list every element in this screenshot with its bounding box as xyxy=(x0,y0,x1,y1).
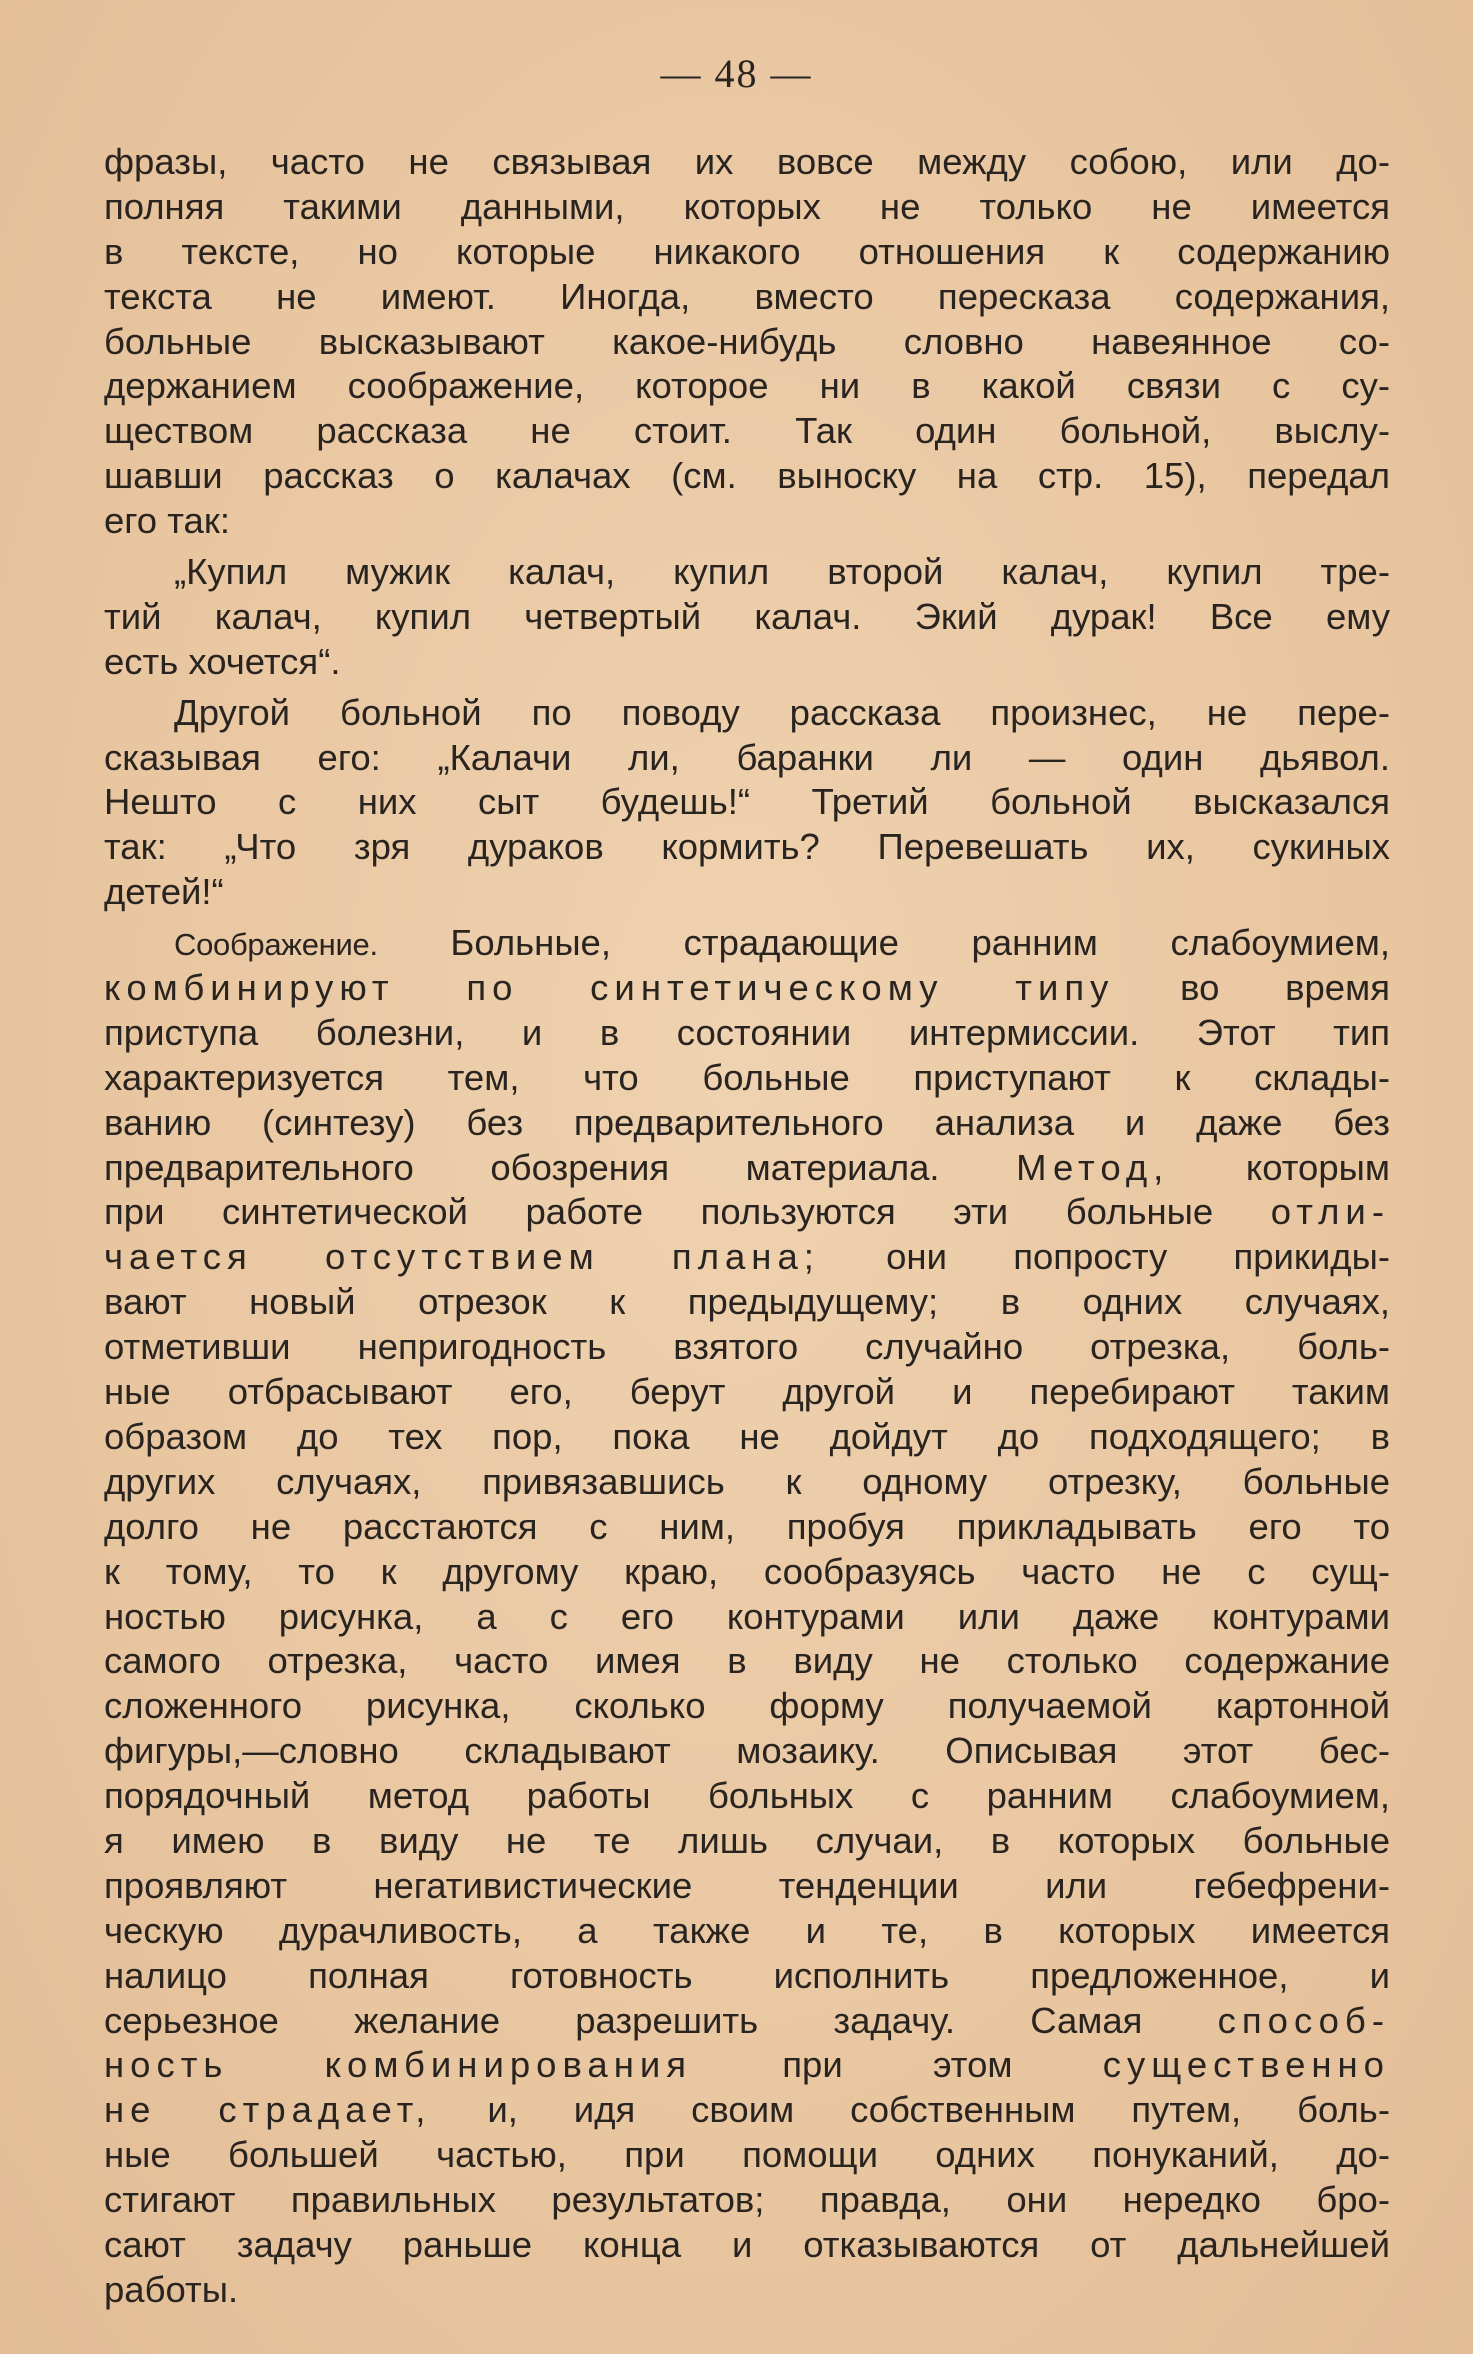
text-line xyxy=(104,1190,1390,1235)
text-line: ванию (синтезу) без предварительного анализа и даже без xyxy=(104,1101,1390,1143)
text-line: стигают правильных результатов; правда, они нередко бро- xyxy=(104,2179,1390,2221)
text-span: они попросту прикиды- xyxy=(886,1236,1390,1278)
text-line xyxy=(104,921,1390,966)
text-line: детей!“ xyxy=(104,871,224,913)
text-line: Нешто с них сыт будешь!“ Третий больной высказался xyxy=(104,781,1390,823)
text-line: вают новый отрезок к предыдущему; в одних случаях, xyxy=(104,1281,1390,1323)
text-line: ществом рассказа не стоит. Так один больной, выслу- xyxy=(104,410,1390,452)
text-span: при синтетической работе пользуются эти больные xyxy=(104,1191,1214,1233)
body-text xyxy=(104,140,1390,2313)
text-line: других случаях, привязавшись к одному отрезку, больные xyxy=(104,1460,1390,1502)
emphasis-spaced: не страдает, xyxy=(104,2089,432,2131)
text-line: самого отрезка, часто имея в виду не столько содержание xyxy=(104,1640,1390,1682)
text-line xyxy=(104,1146,1390,1191)
text-line: порядочный метод работы больных с ранним слабоумием, xyxy=(104,1775,1390,1817)
quote-line: „Купил мужик калач, купил второй калач, купил тре- xyxy=(174,551,1390,593)
text-span: и, идя своим собственным путем, боль- xyxy=(487,2089,1390,2131)
text-line xyxy=(104,1235,1390,1280)
text-line: проявляют негативистические тенденции или гебефрени- xyxy=(104,1864,1390,1906)
text-line xyxy=(104,2043,1390,2088)
text-span: которым xyxy=(1245,1146,1390,1188)
text-line: фразы, часто не связывая их вовсе между собою, или до- xyxy=(104,141,1390,182)
emphasis-spaced: способ- xyxy=(1217,1999,1390,2041)
text-line: так: „Что зря дураков кормить? Перевешать их, сукиных xyxy=(104,826,1390,868)
section-runin-heading: Соображение. xyxy=(174,927,378,963)
text-line: отметивши непригодность взятого случайно отрезка, боль- xyxy=(104,1326,1390,1368)
text-line xyxy=(104,2088,1390,2133)
emphasis-spaced: ность комбинирования xyxy=(104,2044,693,2086)
text-span: Больные, страдающие ранним слабоумием, xyxy=(450,922,1390,964)
text-span: серьезное желание разрешить задачу. Самая xyxy=(104,1999,1143,2041)
emphasis-spaced: существенно xyxy=(1102,2044,1390,2086)
text-line: характеризуется тем, что больные приступают к склады- xyxy=(104,1056,1390,1098)
text-line: его так: xyxy=(104,500,230,542)
text-line: ностью рисунка, а с его контурами или даже контурами xyxy=(104,1595,1390,1637)
quote-line: тий калач, купил четвертый калач. Экий дурак! Все ему xyxy=(104,595,1390,637)
quote-line: есть хочется“. xyxy=(104,640,341,682)
text-line: сказывая его: „Калачи ли, баранки ли — один дьявол. xyxy=(104,736,1390,778)
text-line: больные высказывают какое-нибудь словно навеянное со- xyxy=(104,320,1390,362)
text-line xyxy=(104,966,1390,1011)
text-line: образом до тех пор, пока не дойдут до подходящего; в xyxy=(104,1415,1390,1457)
text-line: полняя такими данными, которых не только не имеется xyxy=(104,185,1390,227)
text-line: фигуры,—словно складывают мозаику. Описывая этот бес- xyxy=(104,1730,1390,1772)
text-line: ческую дурачливость, а также и те, в которых имеется xyxy=(104,1909,1390,1951)
text-line: сложенного рисунка, сколько форму получаемой картонной xyxy=(104,1685,1390,1727)
text-line: держанием соображение, которое ни в какой связи с су- xyxy=(104,365,1390,407)
text-line: ные большей частью, при помощи одних понуканий, до- xyxy=(104,2134,1390,2176)
emphasis-spaced: отли- xyxy=(1270,1191,1390,1233)
text-line: текста не имеют. Иногда, вместо пересказа содержания, xyxy=(104,275,1390,317)
text-line: работы. xyxy=(104,2268,239,2310)
text-line: приступа болезни, и в состоянии интермиссии. Этот тип xyxy=(104,1011,1390,1053)
text-line: налицо полная готовность исполнить предложенное, и xyxy=(104,1954,1390,1996)
text-line: ные отбрасывают его, берут другой и перебирают таким xyxy=(104,1371,1390,1413)
text-line xyxy=(104,1999,1390,2044)
emphasis-spaced: комбинируют по синтетическому типу xyxy=(104,967,1115,1009)
text-line: шавши рассказ о калачах (см. выноску на стр. 15), передал xyxy=(104,455,1390,497)
text-line: Другой больной по поводу рассказа произнес, не пере- xyxy=(174,691,1390,733)
text-span: предварительного обозрения материала. xyxy=(104,1146,940,1188)
text-line: я имею в виду не те лишь случаи, в которых больные xyxy=(104,1819,1390,1861)
page-number: — 48 — xyxy=(660,51,813,96)
text-line: сают задачу раньше конца и отказываются от дальнейшей xyxy=(104,2223,1390,2265)
emphasis-spaced: чается отсутствием плана; xyxy=(104,1236,820,1278)
text-span: во время xyxy=(1180,967,1390,1009)
text-line: долго не расстаются с ним, пробуя прикладывать его то xyxy=(104,1505,1390,1547)
emphasis-spaced: Метод, xyxy=(1016,1146,1170,1188)
text-line: к тому, то к другому краю, сообразуясь часто не с сущ- xyxy=(104,1550,1390,1592)
text-span: при этом xyxy=(782,2044,1013,2086)
text-line: в тексте, но которые никакого отношения к содержанию xyxy=(104,230,1390,272)
